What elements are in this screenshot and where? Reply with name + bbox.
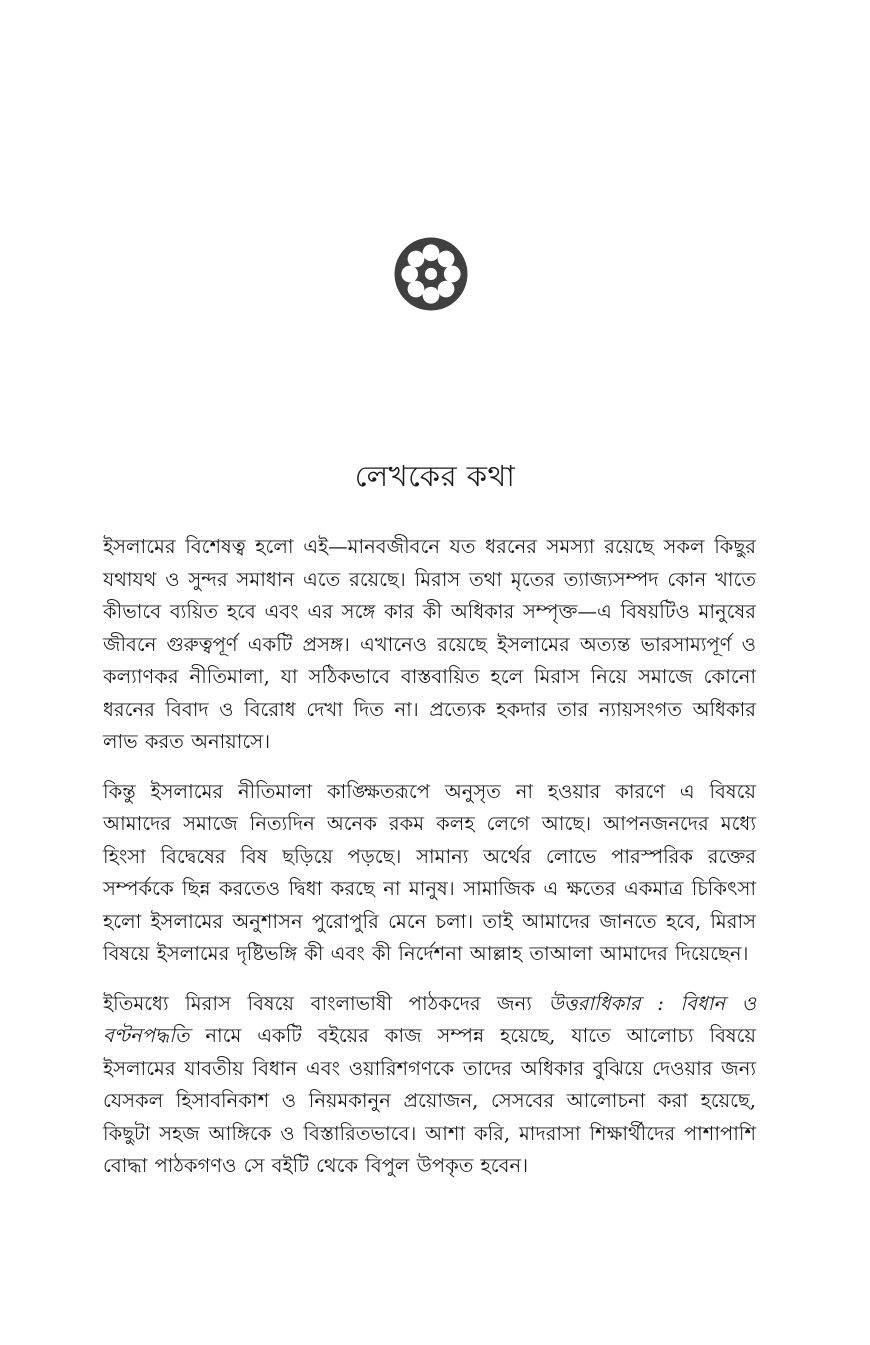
paragraph-3 [103,988,756,1183]
paragraph-2: কিন্তু ইসলামের নীতিমালা কাঙ্ক্ষিতরূপে অনুসৃত না হওয়ার কারণে এ বিষয়ে আমাদের সমাজে নিত্যদিন অনেক রকম কলহ লেগে আছে। আপনজনদের মধ্যে হিংসা বিদ্বেষের বিষ ছড়িয়ে পড়ছে। সামান্য অর্থের লোভে পারস্পরিক রক্তের সম্পর্ককে ছিন্ন করতেও দ্বিধা করছে না মানুষ। সামাজিক এ ক্ষতের একমাত্র চিকিৎসা হলো ইসলামের অনুশাসন পুরোপুরি মেনে চলা। তাই আমাদের জানতে হবে, মিরাস বিষয়ে ইসলামের দৃষ্টিভঙ্গি কী এবং কী নির্দেশনা আল্লাহ তাআলা আমাদের দিয়েছেন। [103,779,756,965]
paragraph-3-before: ইতিমধ্যে মিরাস বিষয়ে বাংলাভাষী পাঠকদের জন্য [103,991,549,1015]
flower-ornament-icon [393,236,469,312]
body-text [103,531,756,1200]
paragraph-1: ইসলামের বিশেষত্ব হলো এই—মানবজীবনে যত ধরনের সমস্যা রয়েছে সকল কিছুর যথাযথ ও সুন্দর সমাধান এতে রয়েছে। মিরাস তথা মৃতের ত্যাজ্যসম্পদ কোন খাতে কীভাবে ব্যয়িত হবে এবং এর সঙ্গে কার কী অধিকার সম্পৃক্ত—এ বিষয়টিও মানুষের জীবনে গুরুত্বপূর্ণ একটি প্রসঙ্গ। এখানেও রয়েছে ইসলামের অত্যন্ত ভারসাম্যপূর্ণ ও কল্যাণকর নীতিমালা, যা সঠিকভাবে বাস্তবায়িত হলে মিরাস নিয়ে সমাজে কোনো ধরনের বিবাদ ও বিরোধ দেখা দিত না। প্রত্যেক হকদার তার ন্যায়সংগত অধিকার লাভ করত অনায়াসে। [103,535,756,753]
chapter-title: লেখকের কথা [354,459,516,493]
paragraph-3-after: নামে একটি বইয়ের কাজ সম্পন্ন হয়েছে, যাতে আলোচ্য বিষয়ে ইসলামের যাবতীয় বিধান এবং ওয়ারিশগণকে তাদের অধিকার বুঝিয়ে দেওয়ার জন্য যেসকল হিসাবনিকাশ ও নিয়মকানুন প্রয়োজন, সেসবের আলোচনা করা হয়েছে, কিছুটা সহজ আঙ্গিকে ও বিস্তারিতভাবে। আশা করি, মাদরাসা শিক্ষার্থীদের পাশাপাশি বোদ্ধা পাঠকগণও সে বইটি থেকে বিপুল উপকৃত হবেন। [103,1024,756,1177]
book-title-italic: উত্তরাধিকার : বিধান ও বণ্টনপদ্ধতি [103,991,756,1047]
